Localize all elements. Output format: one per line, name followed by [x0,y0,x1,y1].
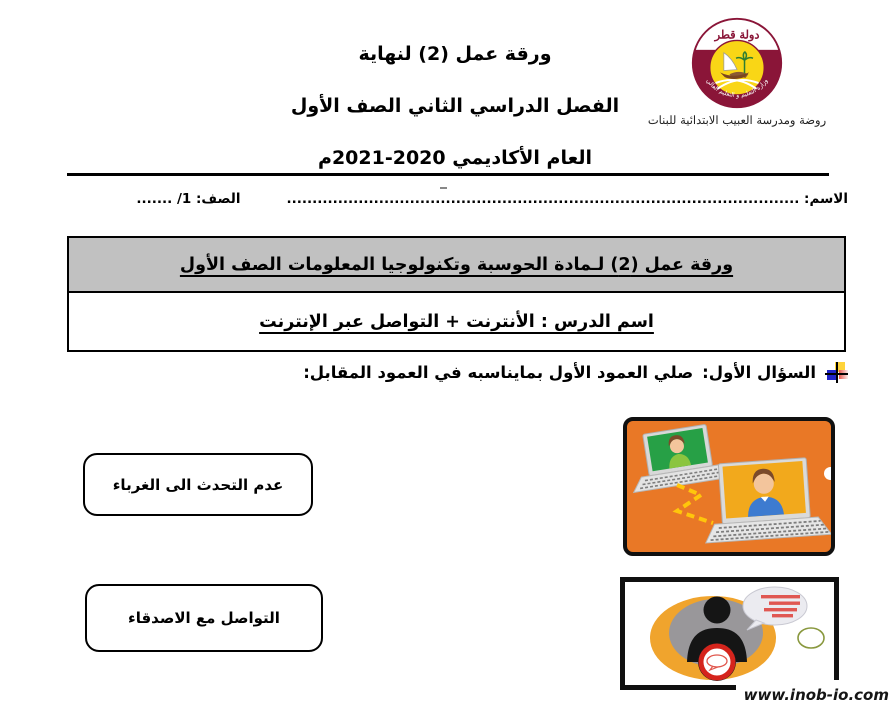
title-line-1: ورقة عمل (2) لنهاية [358,43,552,65]
class-field [136,191,240,207]
school-name: روضة ومدرسة العبيب الابتدائية للبنات [647,113,827,127]
online-chat-silhouette-image [620,577,839,690]
name-label: الاسم: [804,191,848,207]
answer-box-friends [85,584,323,652]
laptop-back [627,422,732,493]
chat-illustration [625,582,834,685]
worksheet-info-table [67,236,846,352]
answer-box-strangers [83,453,313,516]
title-line-3: العام الأكاديمي 2020-2021م [318,147,592,169]
laptop-front [700,456,831,543]
question-label: السؤال الأول: [702,363,816,382]
answer-text: التواصل مع الاصدقاء [128,609,280,627]
emblem-ring-text: وزارة التعليم و التعليم العالي [704,77,770,100]
lesson-title: اسم الدرس : الأنترنت + التواصل عبر الإنترنت [259,311,654,332]
title-line-2: الفصل الدراسي الثاني الصف الأول [290,95,620,117]
connection-dashes [677,485,713,523]
class-dotted-line: ....... [136,191,173,207]
colored-cross-bullet-icon [825,362,848,383]
stray-mark [440,187,447,189]
edge-notch [824,467,835,480]
emblem-top-text: دولة قطر [714,27,760,42]
question-text: صلي العمود الأول بمايناسبه في العمود المقابل: [303,363,694,382]
answer-text: عدم التحدث الى الغرباء [112,475,284,494]
class-label: الصف: 1/ [176,191,241,207]
question-1-row [303,362,848,383]
subject-title: ورقة عمل (2) لـمادة الحوسبة وتكنولوجيا المعلومات الصف الأول [179,254,734,275]
name-field [287,191,849,207]
video-call-laptops-image [623,417,835,556]
school-logo-block [632,16,842,127]
student-info-line [136,191,848,207]
header-divider [67,173,829,176]
small-empty-bubble [798,628,824,648]
worksheet-title-block [240,28,670,184]
watermark: www.inob-io.com [736,680,892,710]
table-row-lesson [69,293,844,350]
laptops-illustration [627,421,831,552]
no-chat-badge [698,643,736,681]
qatar-moe-emblem-icon [690,16,784,110]
speech-bubble-text [743,587,807,630]
name-dotted-line: .................................................................................................... [286,191,800,207]
table-row-subject [69,238,844,293]
